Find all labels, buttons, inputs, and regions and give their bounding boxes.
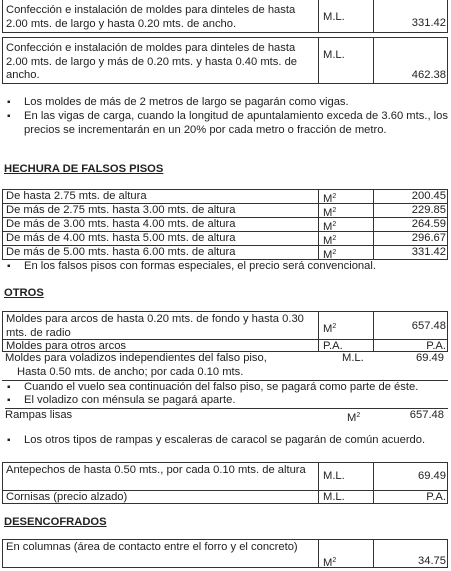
- table-row: [2, 339, 448, 352]
- note-item: ▪ Los otros tipos de rampas y escaleras de caracol se pagarán de común acuerdo.: [2, 434, 448, 448]
- table-row: [2, 37, 448, 84]
- item-description: Antepechos de hasta 0.50 mts., por cada 0.10 mts. de altura: [3, 463, 319, 490]
- table-row: [2, 203, 448, 217]
- item-unit: $M^2$: [319, 204, 374, 217]
- item-description: En columnas (área de contacto entre el forro y el concreto): [3, 540, 319, 567]
- item-unit: M.L.: [319, 463, 374, 490]
- item-unit: $M^2$: [319, 540, 374, 567]
- item-unit: P.A.: [319, 340, 374, 351]
- item-price: 657.48: [411, 320, 446, 332]
- item-description: De hasta 2.75 mts. de altura: [3, 190, 319, 203]
- item-price: P.A.: [426, 340, 446, 352]
- rampas-description: Rampas lisas: [5, 409, 73, 421]
- rampas-price: 657.48: [409, 409, 444, 421]
- item-unit: M.L.: [319, 491, 374, 503]
- item-description: De más de 4.00 mts. hasta 5.00 mts. de altura: [3, 232, 319, 245]
- item-description: Confección e instalación de moldes para dinteles de hasta 2.00 mts. de largo y más de 0.20 mts. y hasta 0.40 mts. de ancho.: [3, 38, 319, 83]
- table-row: [2, 245, 448, 260]
- note-item: ▪ En las vigas de carga, cuando la longitud de apuntalamiento exceda de 3.60 mts., los precios se incrementarán en un 20% por cada metro o fracción de metro.: [2, 110, 448, 137]
- table-row: [2, 189, 448, 203]
- item-price: 264.59: [411, 218, 446, 230]
- table-row: [2, 311, 448, 339]
- note-item: ▪ Los moldes de más de 2 metros de largo se pagarán como vigas.: [2, 96, 448, 110]
- price-document: [2, 0, 448, 569]
- item-unit: $M^2$: [319, 190, 374, 203]
- item-price: 462.38: [411, 69, 446, 81]
- item-price: 229.85: [411, 204, 446, 216]
- item-price: 69.49: [418, 470, 446, 482]
- item-price: 296.67: [411, 232, 446, 244]
- item-description: Confección e instalación de moldes para dinteles de hasta 2.00 mts. de largo y hasta 0.20 mts. de ancho.: [3, 0, 319, 32]
- section-heading-desencofrados: DESENCOFRADOS: [4, 516, 107, 528]
- item-unit: $M^2$: [319, 232, 374, 245]
- item-price: 200.45: [411, 190, 446, 202]
- table-row: [2, 217, 448, 231]
- item-description: De más de 3.00 mts. hasta 4.00 mts. de altura: [3, 218, 319, 231]
- item-price: 331.42: [411, 246, 446, 258]
- item-description: De más de 2.75 mts. hasta 3.00 mts. de altura: [3, 204, 319, 217]
- item-description: De más de 5.00 mts. hasta 6.00 mts. de altura: [3, 246, 319, 259]
- table-row: [2, 0, 448, 33]
- item-unit: M.L.: [319, 38, 374, 83]
- item-price: 34.75: [418, 555, 446, 567]
- item-unit: M.L.: [319, 0, 374, 32]
- item-price: 331.42: [411, 17, 446, 29]
- item-unit: $M^2$: [319, 312, 374, 339]
- voladizos-unit: M.L.: [342, 352, 364, 364]
- table-row: [2, 462, 448, 490]
- item-unit: $M^2$: [319, 246, 374, 259]
- section-heading-falsos-pisos: HECHURA DE FALSOS PISOS: [4, 163, 164, 175]
- item-unit: $M^2$: [319, 218, 374, 231]
- item-price: P.A.: [426, 491, 446, 503]
- note-item: ▪ El voladizo con ménsula se pagará aparte.: [2, 394, 448, 408]
- rampas-unit: $M^2$: [347, 412, 361, 424]
- table-row: [2, 539, 448, 568]
- voladizos-price: 69.49: [416, 352, 444, 364]
- item-description: Cornisas (precio alzado): [3, 491, 319, 503]
- note-item: ▪ En los falsos pisos con formas especiales, el precio será convencional.: [2, 260, 448, 274]
- item-description: Moldes para otros arcos: [3, 340, 319, 351]
- voladizos-description-line2: Hasta 0.50 mts. de ancho; por cada 0.10 mts.: [17, 366, 244, 378]
- section-heading-otros: OTROS: [4, 287, 44, 299]
- note-item: ▪ Cuando el vuelo sea continuación del falso piso, se pagará como parte de éste.: [2, 380, 448, 395]
- rampas-row: [5, 408, 448, 423]
- table-row: [2, 231, 448, 245]
- voladizos-description: Moldes para voladizos independientes del falso piso,: [5, 352, 267, 364]
- item-description: Moldes para arcos de hasta 0.20 mts. de fondo y hasta 0.30 mts. de radio: [3, 312, 319, 339]
- table-row: [2, 490, 448, 504]
